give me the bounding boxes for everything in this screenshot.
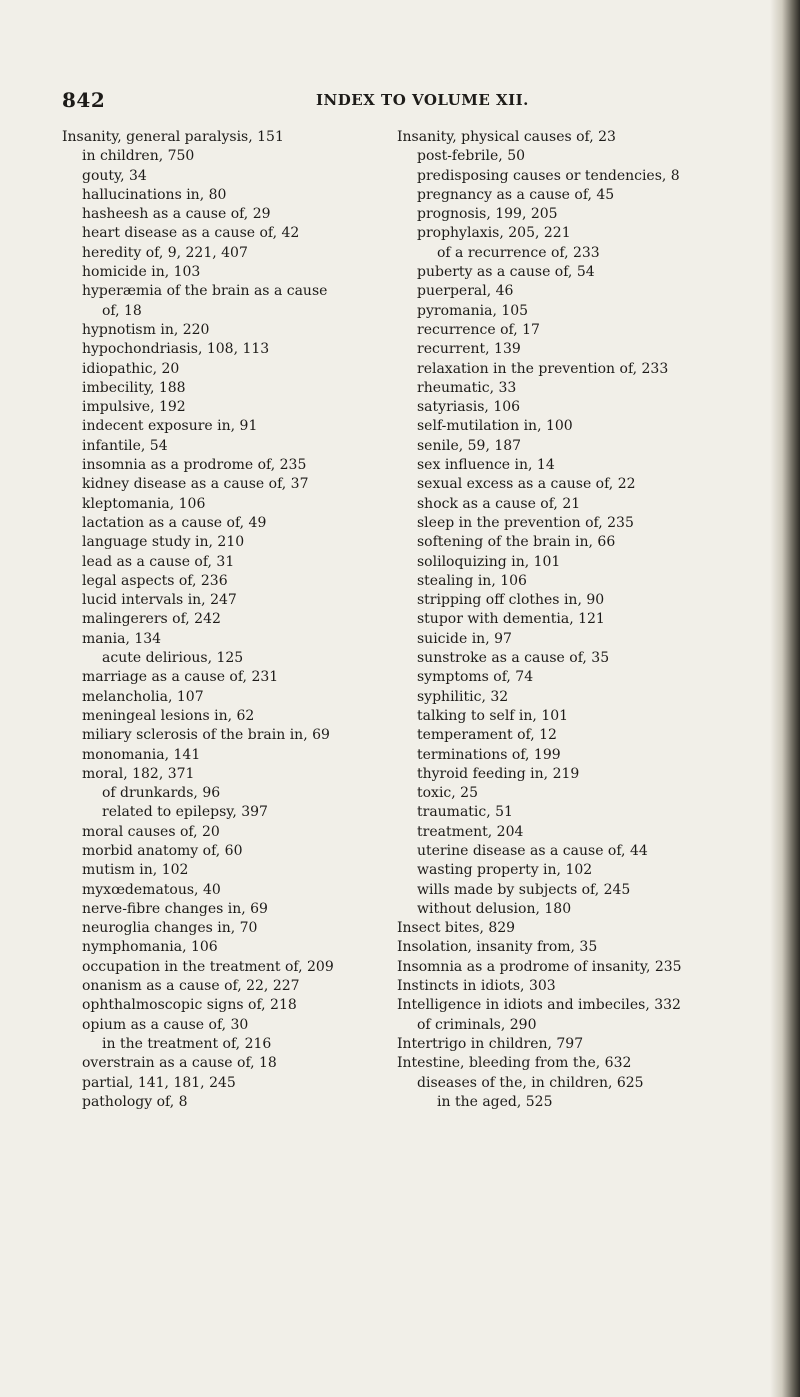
index-entry: insomnia as a prodrome of, 235 <box>82 457 307 474</box>
index-entry: hallucinations in, 80 <box>82 186 227 203</box>
index-entry: syphilitic, 32 <box>417 688 509 705</box>
index-entry: malingerers of, 242 <box>82 611 221 628</box>
index-entry: talking to self in, 101 <box>417 707 569 724</box>
index-entry: heredity of, 9, 221, 407 <box>82 244 248 261</box>
index-entry: in the aged, 525 <box>437 1093 553 1110</box>
index-entry: satyriasis, 106 <box>417 399 521 416</box>
index-entry: melancholia, 107 <box>82 688 204 705</box>
index-entry: in children, 750 <box>82 148 195 165</box>
index-entry: hyperæmia of the brain as a cause <box>82 283 328 300</box>
index-heading: Intestine, bleeding from the, 632 <box>397 1055 632 1072</box>
index-entry: relaxation in the prevention of, 233 <box>417 360 669 377</box>
index-entry: without delusion, 180 <box>417 900 572 917</box>
index-entry: nymphomania, 106 <box>82 939 218 956</box>
index-entry: homicide in, 103 <box>82 264 201 281</box>
page-number: 842 <box>62 88 106 112</box>
index-entry: recurrence of, 17 <box>417 321 540 338</box>
index-entry: related to epilepsy, 397 <box>102 804 268 821</box>
index-entry: prophylaxis, 205, 221 <box>417 225 571 242</box>
index-entry: stealing in, 106 <box>417 572 527 589</box>
index-entry: uterine disease as a cause of, 44 <box>417 842 648 859</box>
index-entry: of a recurrence of, 233 <box>437 244 600 261</box>
index-entry: mania, 134 <box>82 630 162 647</box>
index-entry: self-mutilation in, 100 <box>417 418 573 435</box>
index-entry: occupation in the treatment of, 209 <box>82 958 334 975</box>
index-entry: indecent exposure in, 91 <box>82 418 258 435</box>
index-entry: rheumatic, 33 <box>417 379 517 396</box>
index-entry: stupor with dementia, 121 <box>417 611 605 628</box>
index-entry: terminations of, 199 <box>417 746 561 763</box>
index-entry: lead as a cause of, 31 <box>82 553 235 570</box>
index-entry: marriage as a cause of, 231 <box>82 669 279 686</box>
index-heading: Insanity, general paralysis, 151 <box>62 129 284 145</box>
index-entry: imbecility, 188 <box>82 379 186 396</box>
index-entry: moral causes of, 20 <box>82 823 220 840</box>
index-entry: hasheesh as a cause of, 29 <box>82 206 271 223</box>
index-entry: neuroglia changes in, 70 <box>82 920 258 937</box>
index-entry: pathology of, 8 <box>82 1093 188 1110</box>
index-entry: post-febrile, 50 <box>417 148 526 165</box>
index-entry: lucid intervals in, 247 <box>82 592 237 609</box>
index-entry: pyromania, 105 <box>417 302 529 319</box>
index-heading: Intertrigo in children, 797 <box>397 1035 584 1052</box>
index-entry: suicide in, 97 <box>417 630 512 647</box>
index-entry: idiopathic, 20 <box>82 360 180 377</box>
index-heading: Insolation, insanity from, 35 <box>397 939 598 956</box>
index-heading: Intelligence in idiots and imbeciles, 332 <box>397 997 681 1014</box>
index-entry: senile, 59, 187 <box>417 437 522 454</box>
index-entry: mutism in, 102 <box>82 862 189 879</box>
index-entry: acute delirious, 125 <box>102 650 244 667</box>
index-entry: thyroid feeding in, 219 <box>417 765 580 782</box>
index-entry: of criminals, 290 <box>417 1016 537 1033</box>
page-edge-shadow <box>770 0 800 1397</box>
index-entry: monomania, 141 <box>82 746 201 763</box>
index-entry: ophthalmoscopic signs of, 218 <box>82 997 297 1014</box>
index-entry: stripping off clothes in, 90 <box>417 592 605 609</box>
index-entry: meningeal lesions in, 62 <box>82 707 255 724</box>
index-entry: recurrent, 139 <box>417 341 521 358</box>
index-entry: hypochondriasis, 108, 113 <box>82 341 270 358</box>
index-heading: Insomnia as a prodrome of insanity, 235 <box>397 958 682 975</box>
index-entry: pregnancy as a cause of, 45 <box>417 186 615 203</box>
index-entry: infantile, 54 <box>82 437 168 454</box>
index-entry: impulsive, 192 <box>82 399 186 416</box>
index-entry: nerve-fibre changes in, 69 <box>82 900 268 917</box>
index-entry: sexual excess as a cause of, 22 <box>417 476 636 493</box>
index-entry: softening of the brain in, 66 <box>417 534 616 551</box>
index-entry: predisposing causes or tendencies, 8 <box>417 167 680 184</box>
index-entry: puberty as a cause of, 54 <box>417 264 595 281</box>
index-entry: shock as a cause of, 21 <box>417 495 581 512</box>
index-entry: heart disease as a cause of, 42 <box>82 225 300 242</box>
index-entry: opium as a cause of, 30 <box>82 1016 249 1033</box>
index-entry: morbid anatomy of, 60 <box>82 842 243 859</box>
index-entry: diseases of the, in children, 625 <box>417 1074 644 1091</box>
index-entry: sleep in the prevention of, 235 <box>417 514 634 531</box>
index-column-right <box>397 128 745 1112</box>
index-entry: miliary sclerosis of the brain in, 69 <box>82 727 330 744</box>
index-entry: treatment, 204 <box>417 823 524 840</box>
index-entry: of drunkards, 96 <box>102 785 221 802</box>
index-column-left <box>62 128 402 1112</box>
index-heading: Insanity, physical causes of, 23 <box>397 129 616 145</box>
index-entry: overstrain as a cause of, 18 <box>82 1055 277 1072</box>
index-entry: wasting property in, 102 <box>417 862 593 879</box>
index-entry: soliloquizing in, 101 <box>417 553 561 570</box>
index-entry: of, 18 <box>102 302 142 319</box>
index-entry: wills made by subjects of, 245 <box>417 881 631 898</box>
index-entry: temperament of, 12 <box>417 727 557 744</box>
index-heading: Insect bites, 829 <box>397 920 516 937</box>
index-entry: gouty, 34 <box>82 167 147 184</box>
index-entry: toxic, 25 <box>417 785 478 802</box>
index-entry: kidney disease as a cause of, 37 <box>82 476 309 493</box>
index-entry: puerperal, 46 <box>417 283 514 300</box>
index-entry: sunstroke as a cause of, 35 <box>417 650 610 667</box>
index-entry: language study in, 210 <box>82 534 245 551</box>
index-entry: myxœdematous, 40 <box>82 881 221 898</box>
index-entry: partial, 141, 181, 245 <box>82 1074 236 1091</box>
index-entry: moral, 182, 371 <box>82 765 195 782</box>
index-entry: kleptomania, 106 <box>82 495 206 512</box>
index-entry: traumatic, 51 <box>417 804 513 821</box>
index-entry: in the treatment of, 216 <box>102 1035 272 1052</box>
running-title: INDEX TO VOLUME XII. <box>316 91 529 109</box>
index-entry: hypnotism in, 220 <box>82 321 210 338</box>
index-entry: onanism as a cause of, 22, 227 <box>82 978 300 995</box>
index-entry: lactation as a cause of, 49 <box>82 514 267 531</box>
index-entry: symptoms of, 74 <box>417 669 534 686</box>
index-heading: Instincts in idiots, 303 <box>397 978 556 995</box>
index-entry: legal aspects of, 236 <box>82 572 228 589</box>
index-entry: prognosis, 199, 205 <box>417 206 558 223</box>
index-entry: sex influence in, 14 <box>417 457 555 474</box>
